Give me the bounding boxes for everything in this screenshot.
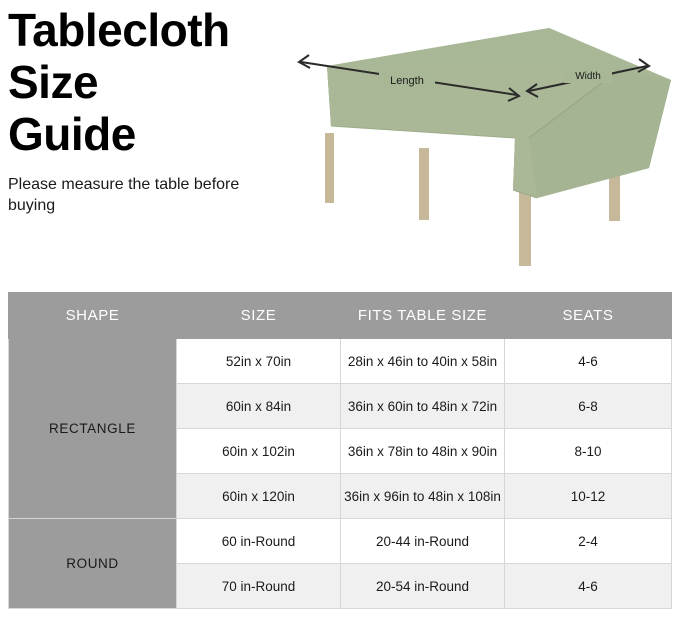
page-title-line-1: Tablecloth xyxy=(8,4,230,56)
cell-seats: 10-12 xyxy=(505,474,672,519)
page-title-line-2: Size xyxy=(8,56,99,108)
column-header-fits-table-size: FITS TABLE SIZE xyxy=(341,293,505,339)
cell-size: 70 in-Round xyxy=(177,564,341,609)
size-guide-table xyxy=(8,292,672,609)
cell-fits: 36in x 60in to 48in x 72in xyxy=(341,384,505,429)
column-header-size: SIZE xyxy=(177,293,341,339)
cell-size: 60in x 84in xyxy=(177,384,341,429)
cell-seats: 4-6 xyxy=(505,339,672,384)
tablecloth-shape xyxy=(327,28,671,198)
cell-size: 60in x 102in xyxy=(177,429,341,474)
column-header-shape: SHAPE xyxy=(9,293,177,339)
cell-size: 60 in-Round xyxy=(177,519,341,564)
width-label: Width xyxy=(575,71,601,82)
cell-size: 52in x 70in xyxy=(177,339,341,384)
header xyxy=(8,0,308,216)
cell-seats: 6-8 xyxy=(505,384,672,429)
table-illustration xyxy=(279,18,679,278)
page-subtitle: Please measure the table before buying xyxy=(8,176,240,214)
table-row xyxy=(9,339,672,384)
column-header-seats: SEATS xyxy=(505,293,672,339)
page-title-line-3: Guide xyxy=(8,108,136,160)
cell-seats: 2-4 xyxy=(505,519,672,564)
cell-size: 60in x 120in xyxy=(177,474,341,519)
cell-fits: 36in x 96in to 48in x 108in xyxy=(341,474,505,519)
cell-seats: 4-6 xyxy=(505,564,672,609)
cell-seats: 8-10 xyxy=(505,429,672,474)
table-header-row xyxy=(9,293,672,339)
table-row xyxy=(9,519,672,564)
cell-fits: 28in x 46in to 40in x 58in xyxy=(341,339,505,384)
page-title xyxy=(8,0,308,160)
length-label: Length xyxy=(390,75,424,87)
cell-fits: 20-54 in-Round xyxy=(341,564,505,609)
shape-group-round: ROUND xyxy=(9,519,177,609)
cell-fits: 36in x 78in to 48in x 90in xyxy=(341,429,505,474)
cell-fits: 20-44 in-Round xyxy=(341,519,505,564)
shape-group-rectangle: RECTANGLE xyxy=(9,339,177,519)
